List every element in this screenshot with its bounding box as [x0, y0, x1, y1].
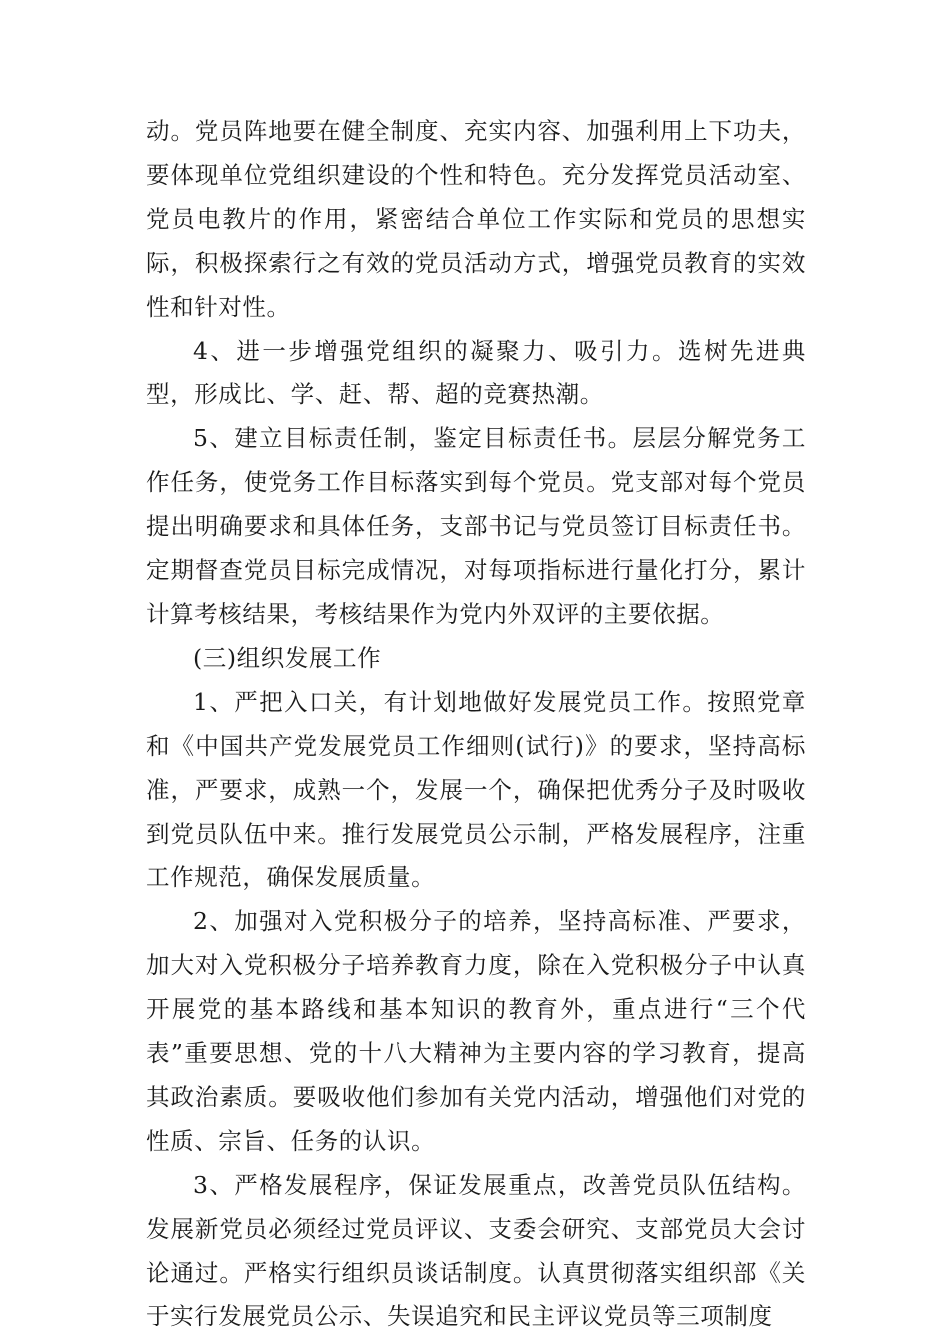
- paragraph-item-4: 4、进一步增强党组织的凝聚力、吸引力。选树先进典型，形成比、学、赶、帮、超的竞赛热潮。: [146, 336, 806, 409]
- paragraph-item-1: 1、严把入口关，有计划地做好发展党员工作。按照党章和《中国共产党发展党员工作细则(试行)》的要求，坚持高标准，严要求，成熟一个，发展一个，确保把优秀分子及时吸收到党员队伍中来。推行发展党员公示制，严格发展程序，注重工作规范，确保发展质量。: [146, 687, 806, 892]
- section-heading-organization-development: (三)组织发展工作: [193, 643, 382, 672]
- paragraph-item-2: 2、加强对入党积极分子的培养，坚持高标准、严要求，加大对入党积极分子培养教育力度，除在入党积极分子中认真开展党的基本路线和基本知识的教育外，重点进行“三个代表”重要思想、党的十八大精神为主要内容的学习教育，提高其政治素质。要吸收他们参加有关党内活动，增强他们对党的性质、宗旨、任务的认识。: [146, 907, 806, 1155]
- paragraph-continuation: 动。党员阵地要在健全制度、充实内容、加强利用上下功夫，要体现单位党组织建设的个性和特色。充分发挥党员活动室、党员电教片的作用，紧密结合单位工作实际和党员的思想实际，积极探索行之有效的党员活动方式，增强党员教育的实效性和针对性。: [146, 117, 806, 321]
- document-page: [146, 110, 806, 1339]
- paragraph-item-3: 3、严格发展程序，保证发展重点，改善党员队伍结构。发展新党员必须经过党员评议、支委会研究、支部党员大会讨论通过。严格实行组织员谈话制度。认真贯彻落实组织部《关于实行发展党员公示、失误追究和民主评议党员等三项制度: [146, 1170, 806, 1331]
- paragraph-item-5: 5、建立目标责任制，鉴定目标责任书。层层分解党务工作任务，使党务工作目标落实到每个党员。党支部对每个党员提出明确要求和具体任务，支部书记与党员签订目标责任书。定期督查党员目标完成情况，对每项指标进行量化打分，累计计算考核结果，考核结果作为党内外双评的主要依据。: [146, 424, 806, 628]
